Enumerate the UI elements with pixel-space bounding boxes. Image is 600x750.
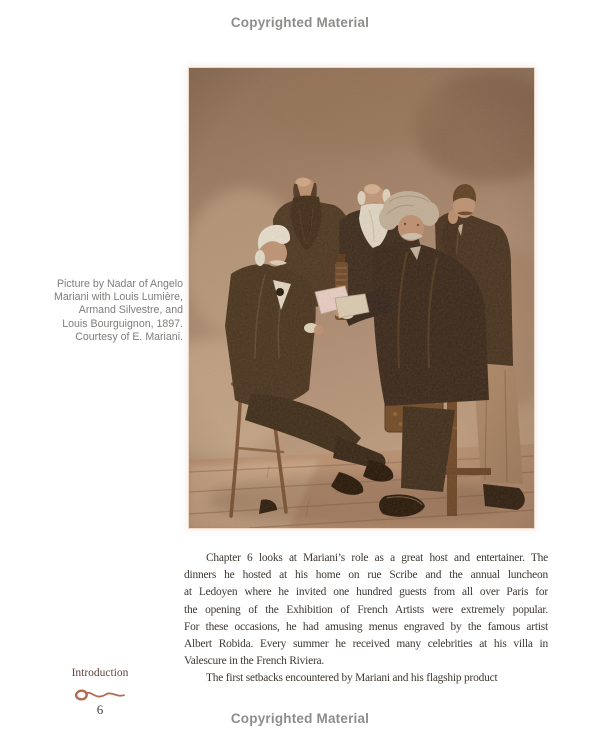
copyright-notice-top: Copyrighted Material xyxy=(230,15,370,30)
photo-vignette xyxy=(189,68,534,528)
caption-line: Picture by Nadar of Angelo xyxy=(56,278,183,290)
body-line: The first setbacks encountered by Mariani and his flagship product xyxy=(206,672,498,685)
body-line: For these occasions, he had amusing menus engraved by the famous artist xyxy=(184,620,548,633)
caption-line: Courtesy of E. Mariani. xyxy=(75,330,183,343)
body-line: at Ledoyen where he invited one hundred guests from all over Paris for xyxy=(184,586,548,599)
body-line: dinners he hosted at his home on rue Scribe and the annual luncheon xyxy=(184,569,548,582)
body-text xyxy=(184,550,548,688)
body-line: Albert Robida. Every summer he received many celebrities at his villa in xyxy=(184,637,548,650)
footer-section-label: Introduction xyxy=(71,667,129,679)
caption-line: Mariani with Louis Lumière, xyxy=(54,291,183,304)
caption-line: Louis Bourguignon, 1897. xyxy=(62,317,183,330)
book-photo xyxy=(189,68,534,528)
page-number: 6 xyxy=(96,702,104,717)
body-line: the opening of the Exhibition of French Artists were extremely popular. xyxy=(184,603,548,616)
caption-line: Armand Silvestre, and xyxy=(78,304,183,317)
photo-caption xyxy=(36,278,183,344)
body-line: Chapter 6 looks at Mariani’s role as a great host and entertainer. The xyxy=(206,552,548,564)
sepia-photograph xyxy=(189,68,534,528)
copyright-notice-bottom: Copyrighted Material xyxy=(230,711,370,726)
body-line: Valescure in the French Riviera. xyxy=(184,655,325,668)
